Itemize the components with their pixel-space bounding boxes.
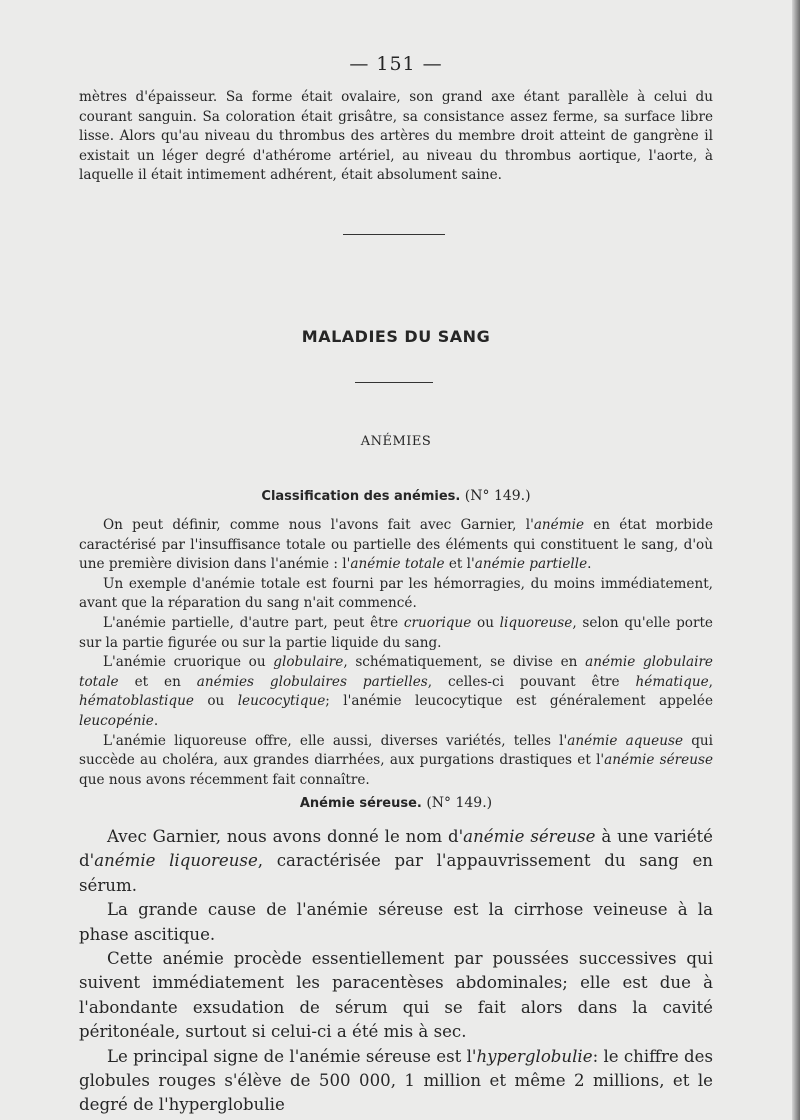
sereuse-body	[79, 825, 713, 1118]
classification-paragraph-3: L'anémie partielle, d'autre part, peut être cruorique ou liquoreuse, selon qu'elle porte sur la partie figurée ou sur la partie liquide du sang.	[79, 614, 713, 651]
sereuse-paragraph-4: Le principal signe de l'anémie séreuse est l'hyperglobulie: le chiffre des globules rouges s'élève de 500 000, 1 million et même 2 millions, et le degré de l'hyperglobulie	[79, 1046, 713, 1115]
section-subtitle: ANÉMIES	[360, 434, 432, 449]
classification-heading	[0, 488, 792, 504]
section-title: MALADIES DU SANG	[301, 327, 491, 346]
section-divider	[343, 234, 445, 235]
classification-paragraph-4: L'anémie cruorique ou globulaire, schématiquement, se divise en anémie globulaire totale et en anémies globulaires partielles, celles-ci pouvant être hématique, hématoblastique ou leucocytique; l'anémie leucocytique est généralement appelée leucopénie.	[79, 654, 713, 729]
sereuse-heading	[0, 795, 792, 811]
classification-heading-text: Classification des anémies.	[261, 489, 461, 504]
sereuse-ref: (N° 149.)	[426, 795, 493, 811]
classification-paragraph-2: Un exemple d'anémie totale est fourni par les hémorragies, du moins immédiatement, avant que la réparation du sang n'ait commencé.	[79, 575, 713, 612]
sereuse-paragraph-2: La grande cause de l'anémie séreuse est la cirrhose veineuse à la phase ascitique.	[79, 900, 713, 944]
page-edge	[792, 0, 800, 1120]
title-underline	[355, 382, 433, 383]
sereuse-paragraph-1: Avec Garnier, nous avons donné le nom d'anémie séreuse à une variété d'anémie liquoreuse, caractérisée par l'appauvrissement du sang en sérum.	[79, 827, 714, 895]
classification-body	[79, 516, 713, 790]
intro-text: mètres d'épaisseur. Sa forme était ovalaire, son grand axe étant parallèle à celui du courant sanguin. Sa coloration était grisâtre, sa consistance assez ferme, sa surface libre lisse. Alors qu'au niveau du thrombus des artères du membre droit atteint de gangrène il existait un léger degré d'athérome artériel, au niveau du thrombus aortique, l'aorte, à laquelle il était intimement adhérent, était absolument saine.	[79, 89, 713, 184]
classification-paragraph-5: L'anémie liquoreuse offre, elle aussi, diverses variétés, telles l'anémie aqueuse qui succède au choléra, aux grandes diarrhées, aux purgations drastiques et l'anémie séreuse que nous avons récemment fait connaître.	[79, 732, 714, 788]
page-number: — 151 —	[349, 53, 443, 75]
sereuse-paragraph-3: Cette anémie procède essentiellement par poussées successives qui suivent immédiatement les paracentèses abdominales; elle est due à l'abondante exsudation de sérum qui se fait alors dans la cavité péritonéale, surtout si celui-ci a été mis à sec.	[79, 949, 713, 1042]
intro-paragraph	[79, 88, 713, 186]
classification-ref: (N° 149.)	[464, 488, 531, 504]
sereuse-heading-text: Anémie séreuse.	[299, 796, 422, 811]
classification-paragraph-1: On peut définir, comme nous l'avons fait avec Garnier, l'anémie en état morbide caractérisé par l'insuffisance totale ou partielle des éléments qui constituent le sang, d'où une première division dans l'anémie : l'anémie totale et l'anémie partielle.	[79, 517, 713, 573]
